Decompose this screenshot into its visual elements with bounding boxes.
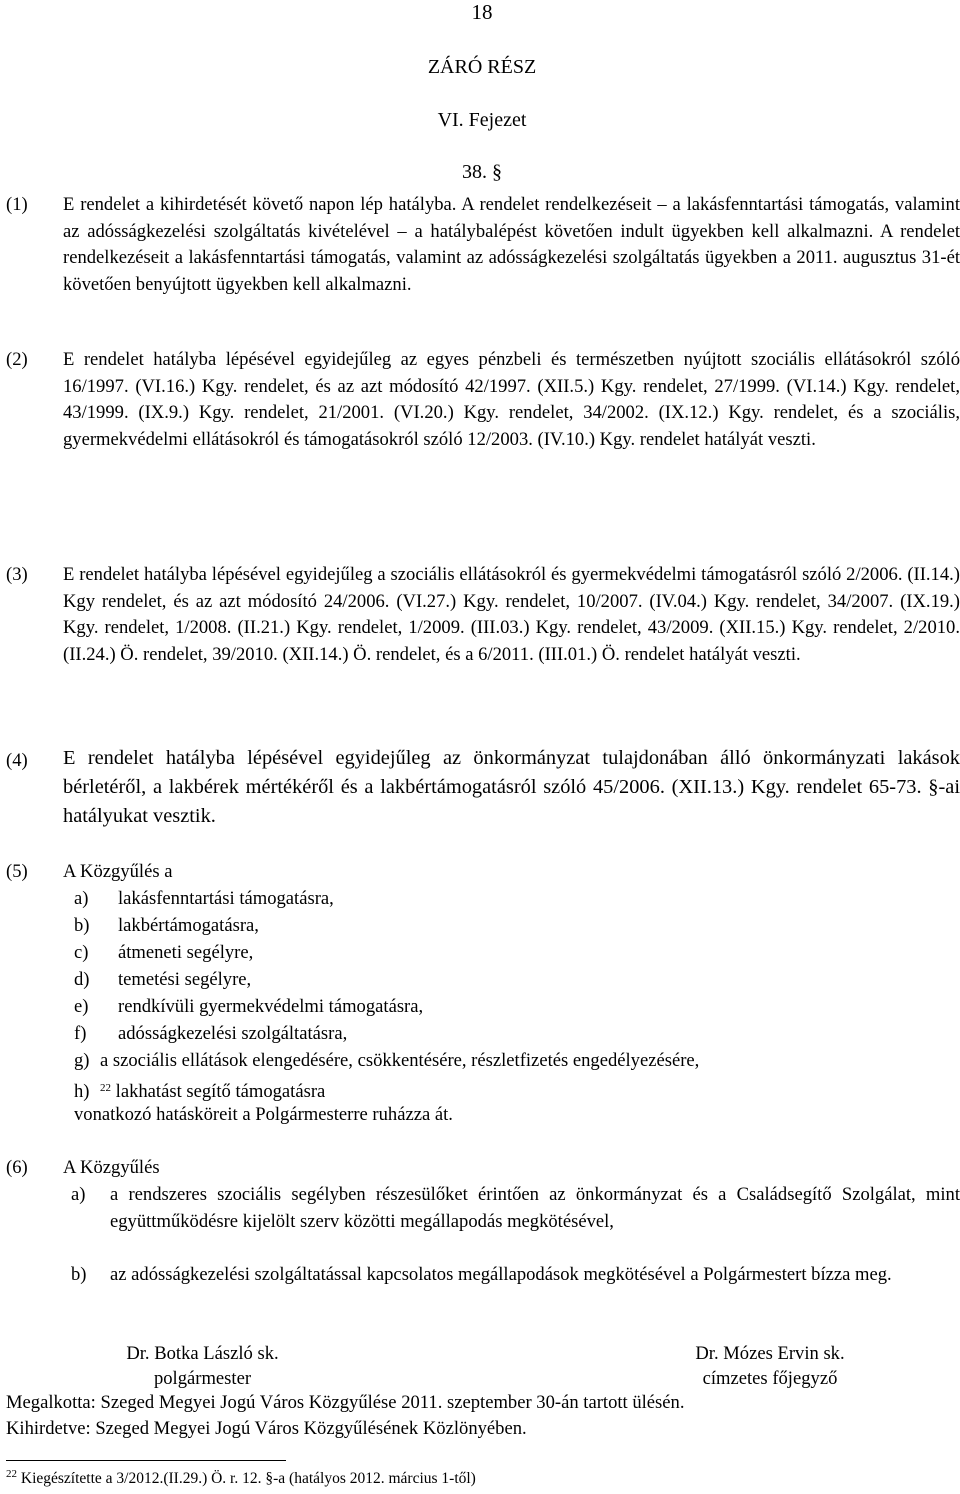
list-intro: A Közgyűlés a bbox=[63, 861, 173, 882]
paragraph-number: (5) bbox=[6, 861, 28, 882]
list-text: rendkívüli gyermekvédelmi támogatásra, bbox=[118, 996, 424, 1017]
section-heading: 38. § bbox=[462, 161, 502, 183]
footnote bbox=[6, 1468, 476, 1488]
list-item bbox=[74, 994, 423, 1020]
list-letter: h) bbox=[74, 1081, 90, 1102]
signer-title: polgármester bbox=[153, 1368, 252, 1389]
list-letter: d) bbox=[74, 969, 90, 990]
list-text: temetési segélyre, bbox=[118, 969, 252, 990]
list-item bbox=[74, 1048, 699, 1074]
signer-name: Dr. Mózes Ervin sk. bbox=[695, 1343, 845, 1364]
paragraph-text: E rendelet hatályba lépésével egyidejűleg az egyes pénzbeli és természetben nyújtott szociális ellátásokról szóló 16/1997. (VI.16.) Kgy. rendelet, és az azt módosító 42/1997. (XII.5.) Kgy. rendelet, 27/1999. (VI.14.) Kgy. rendelet, 43/1999. (IX.9.) Kgy. rendelet, 21/2001. (VI.20.) Kgy. rendelet, 34/2002. (IX.12.) Kgy. rendelet, és a szociális, gyermekvédelmi ellátásokról és támogatásokról szóló 12/2003. (IV.10.) Kgy. rendelet hatályát veszti. bbox=[63, 349, 960, 450]
list-letter: a) bbox=[74, 888, 89, 909]
list-text: az adósságkezelési szolgáltatással kapcsolatos megállapodások megkötésével a Polgármestert bízza meg. bbox=[110, 1264, 892, 1285]
paragraph-1 bbox=[6, 192, 960, 298]
list-text: adósságkezelési szolgáltatásra, bbox=[118, 1023, 348, 1044]
list-text: átmeneti segélyre, bbox=[118, 942, 254, 963]
paragraph-2 bbox=[6, 347, 960, 453]
paragraph-number: (3) bbox=[6, 564, 28, 585]
part-heading: ZÁRÓ RÉSZ bbox=[427, 56, 537, 78]
footnote-reference[interactable]: 22 bbox=[100, 1082, 111, 1094]
list-item bbox=[74, 886, 334, 912]
list-intro: A Közgyűlés bbox=[63, 1157, 160, 1178]
list-text: a szociális ellátások elengedésére, csökkentésére, részletfizetés engedélyezésére, bbox=[100, 1050, 700, 1071]
list-letter: b) bbox=[74, 915, 90, 936]
list-letter: e) bbox=[74, 996, 89, 1017]
signer-name: Dr. Botka László sk. bbox=[126, 1343, 279, 1364]
footnote-mark: 22 bbox=[6, 1468, 17, 1480]
list-text: lakásfenntartási támogatásra, bbox=[118, 888, 334, 909]
list-item bbox=[74, 1075, 325, 1105]
paragraph-3 bbox=[6, 562, 960, 668]
list-item bbox=[74, 1021, 347, 1047]
list-letter: c) bbox=[74, 942, 89, 963]
list-item bbox=[74, 940, 253, 966]
chapter-heading: VI. Fejezet bbox=[437, 109, 527, 131]
list-letter: f) bbox=[74, 1023, 87, 1044]
paragraph-text: E rendelet a kihirdetését követő napon lép hatályba. A rendelet rendelkezéseit – a lakásfenntartási támogatás, valamint az adósságkezelési szolgáltatás kivételével – a hatálybalépést követően indult ügyekben kell alkalmazni. A rendelet rendelkezéseit a lakásfenntartási támogatás, valamint az adósságkezelési szolgáltatás ügyekben a 2011. augusztus 31-ét követően benyújtott ügyekben kell alkalmazni. bbox=[63, 194, 960, 295]
signature-left bbox=[80, 1341, 325, 1391]
list-text: a rendszeres szociális segélyben részesülőket érintően az önkormányzat és a Családsegítő Szolgálat, mint együttműködésre kijelölt szerv közötti megállapodás megkötésével, bbox=[110, 1184, 960, 1232]
paragraph-number: (6) bbox=[6, 1157, 28, 1178]
paragraph-text: E rendelet hatályba lépésével egyidejűleg a szociális ellátásokról és gyermekvédelmi támogatásról szóló 2/2006. (II.14.) Kgy rendelet, és az azt módosító 24/2006. (VI.27.) Kgy. rendelet, 10/2007. (IV.04.) Kgy. rendelet, 34/2007. (IX.19.) Kgy. rendelet, 1/2008. (II.21.) Kgy. rendelet, 1/2009. (III.03.) Kgy. rendelet, 43/2009. (XII.15.) Kgy. rendelet, 2/2010. (II.24.) Ö. rendelet, 39/2010. (XII.14.) Ö. rendelet, és a 6/2011. (III.01.) Ö. rendelet hatályát veszti. bbox=[63, 564, 960, 665]
paragraph-4 bbox=[6, 744, 960, 831]
list-letter: b) bbox=[71, 1264, 87, 1285]
paragraph-number: (1) bbox=[6, 194, 28, 215]
list-item bbox=[71, 1181, 960, 1235]
footnote-divider bbox=[6, 1460, 286, 1461]
paragraph-text: E rendelet hatályba lépésével egyidejűleg az önkormányzat tulajdonában álló önkormányzati lakások bérletéről, a lakbérek mértékéről és a lakbértámogatásról szóló 45/2006. (XII.13.) Kgy. rendelet 65-73. §-ai hatályukat vesztik. bbox=[63, 747, 960, 827]
list-letter: a) bbox=[71, 1184, 86, 1205]
list-text: lakhatást segítő támogatásra bbox=[115, 1081, 326, 1102]
footnote-text: Kiegészítette a 3/2012.(II.29.) Ö. r. 12. §-a (hatályos 2012. március 1-től) bbox=[20, 1470, 476, 1487]
list-text: lakbértámogatásra, bbox=[118, 915, 259, 936]
paragraph-number: (2) bbox=[6, 349, 28, 370]
paragraph-number: (4) bbox=[6, 750, 28, 771]
list-letter: g) bbox=[74, 1050, 90, 1071]
list-closing: vonatkozó hatásköreit a Polgármesterre ruházza át. bbox=[74, 1104, 453, 1125]
page-number: 18 bbox=[471, 0, 493, 24]
list-item bbox=[71, 1261, 960, 1288]
signature-right bbox=[660, 1341, 880, 1391]
publication-note: Kihirdetve: Szeged Megyei Jogú Város Közgyűlésének Közlönyében. bbox=[6, 1418, 527, 1439]
list-item bbox=[74, 913, 259, 939]
list-item bbox=[74, 967, 251, 993]
signer-title: címzetes főjegyző bbox=[702, 1368, 838, 1389]
enactment-note: Megalkotta: Szeged Megyei Jogú Város Közgyűlése 2011. szeptember 30-án tartott ülésén. bbox=[6, 1392, 685, 1413]
